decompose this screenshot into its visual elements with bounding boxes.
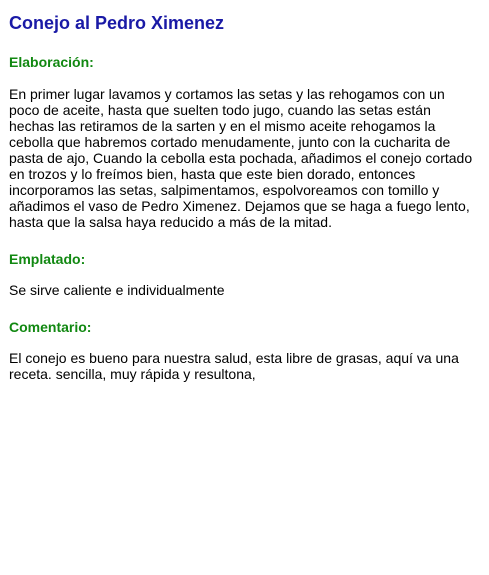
- emplatado-text: Se sirve caliente e individualmente: [9, 282, 225, 298]
- emplatado-heading: Emplatado:: [9, 251, 86, 267]
- elaboracion-heading: Elaboración:: [9, 54, 94, 70]
- elaboracion-text: En primer lugar lavamos y cortamos las setas y las rehogamos con un poco de aceite, hasta que suelten todo jugo, cuando las setas están hechas las retiramos de la sarten y en el mismo aceite rehogamos la cebolla que habremos cortado menudamente, junto con la cucharita de pasta de ajo, Cuando la cebolla esta pochada, añadimos el conejo cortado en trozos y lo freímos bien, hasta que este bien dorado, entonces incorporamos las setas, salpimentamos, espolvoreamos con tomillo y añadimos el vaso de Pedro Ximenez. Dejamos que se haga a fuego lento, hasta que la salsa haya reducido a más de la mitad.: [9, 86, 473, 230]
- comentario-text: El conejo es bueno para nuestra salud, esta libre de grasas, aquí va una receta. sencilla, muy rápida y resultona,: [9, 350, 459, 382]
- recipe-title: Conejo al Pedro Ximenez: [9, 13, 225, 33]
- comentario-heading: Comentario:: [9, 319, 92, 335]
